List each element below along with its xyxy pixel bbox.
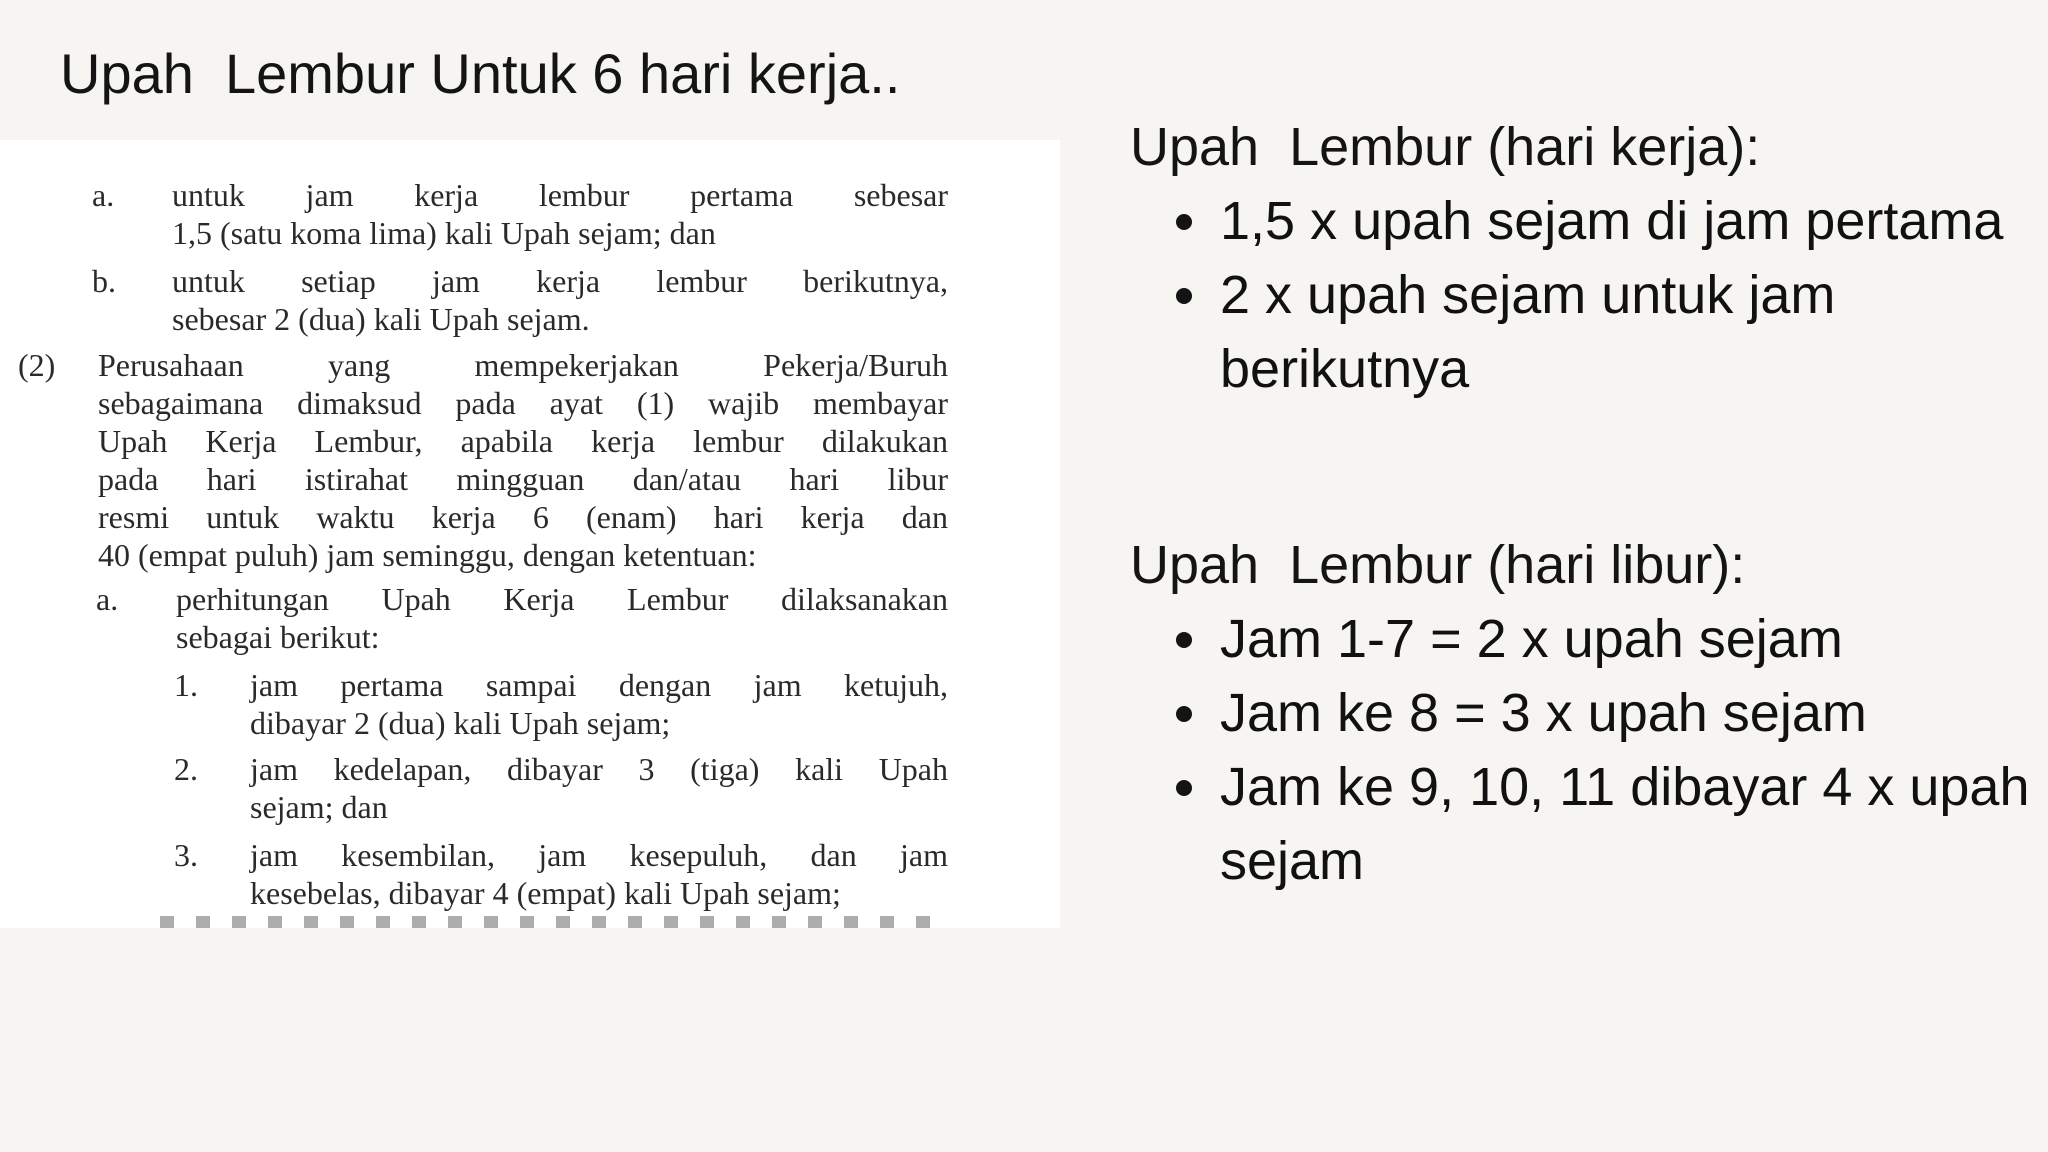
list-item (1130, 258, 2030, 406)
item-line: perhitungan Upah Kerja Lembur dilaksanakan (176, 581, 948, 617)
list-item (1130, 750, 2030, 898)
sub-item-label: 3. (174, 837, 198, 873)
item-line: untuk setiap jam kerja lembur berikutnya, (172, 263, 948, 299)
document-excerpt-image (0, 140, 1060, 928)
sub-item-line: jam pertama sampai dengan jam ketujuh, (250, 667, 948, 703)
item-line: sebagai berikut: (176, 619, 380, 655)
clause-line: Perusahaan yang mempekerjakan Pekerja/Buruh (98, 347, 948, 383)
workday-list (1130, 184, 2030, 406)
item-label: a. (92, 177, 115, 213)
workday-summary (1130, 110, 2030, 406)
bullet-icon (1176, 288, 1192, 304)
clause-line: 40 (empat puluh) jam seminggu, dengan ketentuan: (98, 537, 757, 573)
item-line: 1,5 (satu koma lima) kali Upah sejam; dan (172, 215, 716, 251)
holiday-list (1130, 602, 2030, 898)
sub-item-line: kesebelas, dibayar 4 (empat) kali Upah sejam; (250, 875, 841, 911)
item-label: a. (96, 581, 119, 617)
item-line: untuk jam kerja lembur pertama sebesar (172, 177, 948, 213)
sub-item-line: jam kesembilan, jam kesepuluh, dan jam (250, 837, 948, 873)
bullet-icon (1176, 214, 1192, 230)
sub-item-line: dibayar 2 (dua) kali Upah sejam; (250, 705, 671, 741)
bullet-icon (1176, 632, 1192, 648)
sub-item-label: 1. (174, 667, 198, 703)
clause-label: (2) (18, 347, 56, 383)
clause-line: pada hari istirahat mingguan dan/atau hari libur (98, 461, 948, 497)
sub-item-label: 2. (174, 751, 198, 787)
bullet-icon (1176, 780, 1192, 796)
clause-line: resmi untuk waktu kerja 6 (enam) hari kerja dan (98, 499, 948, 535)
clause-line: Upah Kerja Lembur, apabila kerja lembur dilakukan (98, 423, 948, 459)
list-item-text: 1,5 x upah sejam di jam pertama (1220, 191, 2004, 251)
list-item-text: Jam ke 9, 10, 11 dibayar 4 x upah sejam (1220, 757, 2030, 891)
list-item (1130, 602, 2030, 676)
list-item-text: 2 x upah sejam untuk jam berikutnya (1220, 265, 1836, 399)
workday-heading: Upah Lembur (hari kerja): (1130, 117, 1761, 177)
cropped-text-edge (160, 916, 950, 928)
list-item (1130, 184, 2030, 258)
holiday-summary (1130, 528, 2030, 898)
item-label: b. (92, 263, 116, 299)
sub-item-line: sejam; dan (250, 789, 388, 825)
list-item-text: Jam 1-7 = 2 x upah sejam (1220, 609, 1843, 669)
holiday-heading: Upah Lembur (hari libur): (1130, 535, 1746, 595)
sub-item-line: jam kedelapan, dibayar 3 (tiga) kali Upah (250, 751, 948, 787)
list-item (1130, 676, 2030, 750)
list-item-text: Jam ke 8 = 3 x upah sejam (1220, 683, 1867, 743)
item-line: sebesar 2 (dua) kali Upah sejam. (172, 301, 590, 337)
slide-title: Upah Lembur Untuk 6 hari kerja.. (60, 42, 901, 105)
clause-line: sebagaimana dimaksud pada ayat (1) wajib membayar (98, 385, 948, 421)
bullet-icon (1176, 706, 1192, 722)
